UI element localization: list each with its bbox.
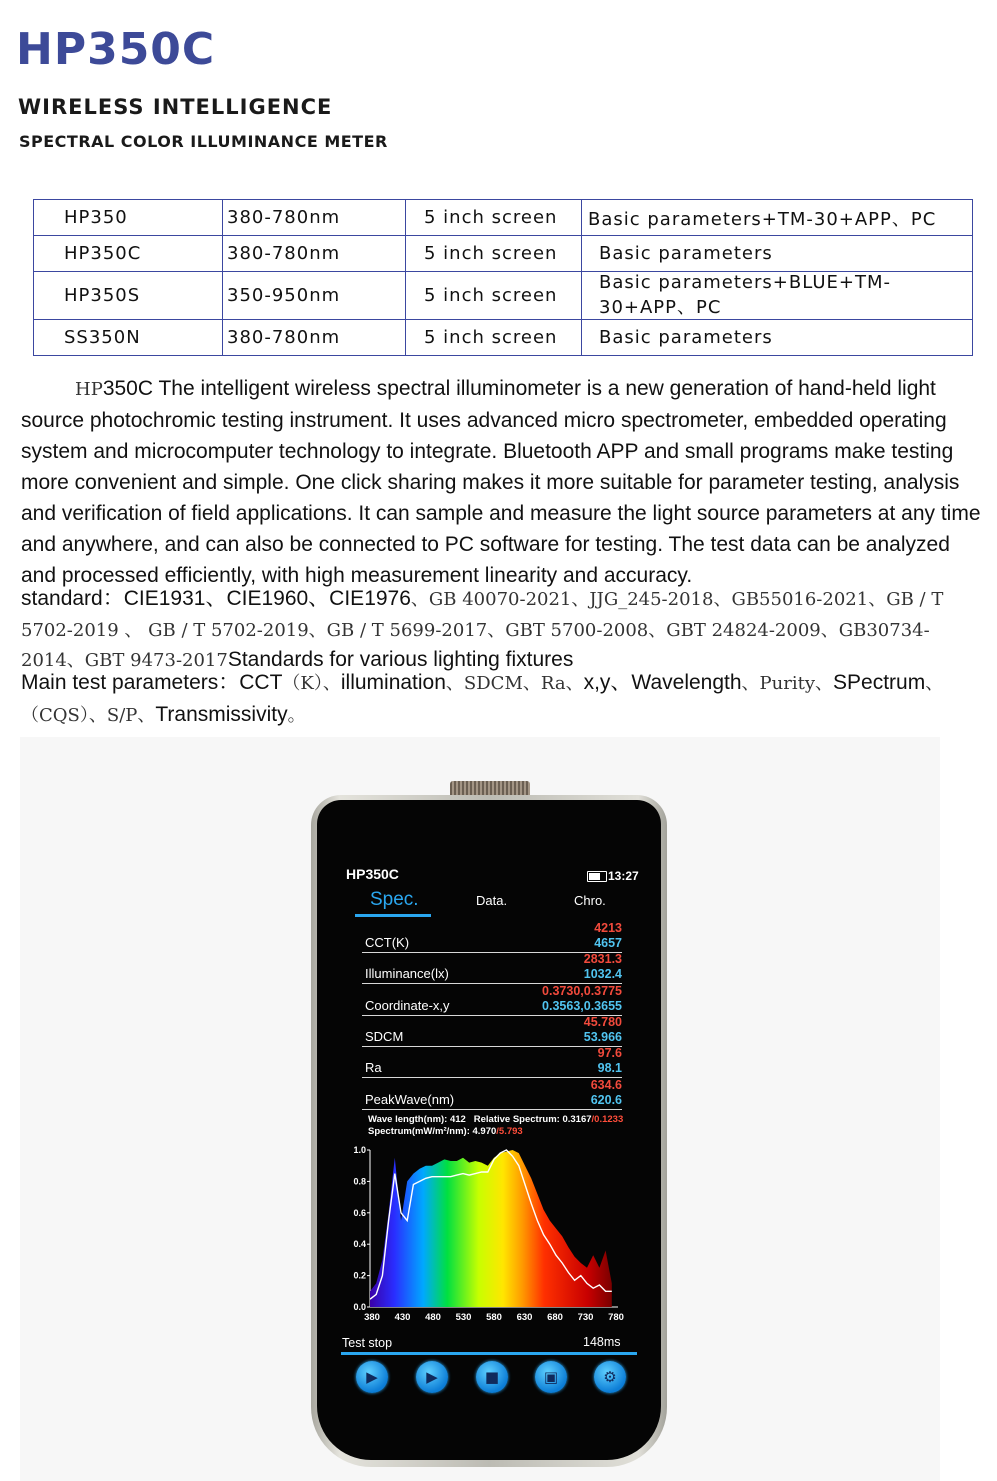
y-tick-label: 0.8 (353, 1176, 366, 1187)
table-cell: HP350 (34, 200, 223, 236)
x-tick-label: 580 (486, 1312, 502, 1323)
param-label: Illuminance(lx) (365, 966, 449, 981)
param-row-illuminance (362, 952, 622, 984)
play-icon[interactable]: ▶ (356, 1361, 388, 1393)
x-tick-label: 430 (394, 1312, 411, 1323)
spectrum-info (368, 1126, 523, 1137)
standard-label: standard： (21, 587, 124, 610)
param-label: SDCM (365, 1029, 404, 1044)
params-end: 。 (287, 705, 306, 726)
param-label: CCT(K) (365, 935, 410, 950)
standards-paragraph (21, 584, 986, 676)
param-value-blue: 98.1 (597, 1061, 622, 1075)
y-tick-label: 0.2 (353, 1270, 366, 1281)
param-value-red: 2831.3 (583, 952, 622, 966)
stop-icon[interactable]: ■ (476, 1361, 508, 1393)
status-bar-line (341, 1352, 637, 1355)
subtitle-meter: SPECTRAL COLOR ILLUMINANCE METER (19, 132, 388, 151)
table-cell: 380-780nm (223, 320, 406, 356)
x-tick-label: 480 (425, 1312, 441, 1323)
spectrum-label: Spectrum(mW/m²/nm): (368, 1126, 473, 1137)
wavelength-info (368, 1114, 623, 1125)
x-tick-label: 630 (516, 1312, 533, 1323)
params-cqs: 、（CQS）、S/P、 (21, 673, 944, 726)
table-row (34, 320, 973, 356)
y-tick-label: 0.6 (353, 1207, 366, 1218)
table-row (34, 200, 973, 236)
params-spectrum: SPectrum (833, 671, 926, 694)
main-parameters-paragraph (21, 667, 986, 731)
param-row-cct (362, 921, 622, 953)
table-cell: Basic parameters (582, 236, 973, 272)
subtitle-wireless: WIRELESS INTELLIGENCE (18, 95, 333, 119)
param-value-blue: 620.6 (590, 1093, 622, 1107)
params-k: （K）、 (282, 673, 341, 694)
param-value-blue: 0.3563,0.3655 (542, 999, 622, 1013)
tab-spec-underline (355, 914, 431, 917)
standard-codes: 、GB 40070-2021、JJG_245-2018、GB55016-2021、GB / T 5702-2019 、 GB / T 5702-2019、GB / T 5699-2017、GBT 5700-2008、GBT 24824-2009、GB30734-2014、GBT 9473-2017 (21, 589, 944, 671)
param-value-red: 45.780 (583, 1015, 622, 1029)
x-tick-label: 730 (577, 1312, 594, 1323)
battery-icon (587, 871, 607, 882)
description-prefix: HP (75, 379, 103, 400)
y-tick-label: 1.0 (353, 1145, 366, 1155)
tab-spec[interactable]: Spec. (370, 889, 419, 910)
tab-data[interactable]: Data. (476, 893, 508, 908)
param-value-red: 4213 (594, 921, 622, 935)
table-cell: Basic parameters (582, 320, 973, 356)
x-tick-label: 680 (547, 1312, 563, 1323)
params-middle: 、SDCM、Ra、 (445, 673, 584, 694)
y-tick-label: 0.4 (353, 1239, 366, 1250)
x-tick-label: 780 (608, 1312, 624, 1323)
param-value-red: 0.3730,0.3775 (542, 984, 622, 998)
device-model-label: HP350C (346, 866, 399, 882)
test-status: Test stop (342, 1336, 393, 1350)
relative-spectrum-value-red: /0.1233 (591, 1114, 624, 1125)
table-cell: SS350N (34, 320, 223, 356)
param-value-red: 97.6 (597, 1046, 622, 1060)
relative-spectrum-label: Relative Spectrum: (473, 1114, 563, 1125)
params-label: Main test parameters：CCT (21, 671, 283, 694)
table-cell: Basic parameters+TM-30+APP、PC (582, 200, 973, 236)
params-xy: x,y、Wavelength (583, 671, 742, 694)
standard-suffix: Standards for various lighting fixtures (227, 648, 574, 671)
params-transmissivity: Transmissivity (155, 703, 288, 726)
spectrum-chart (340, 1140, 640, 1326)
x-tick-label: 380 (364, 1312, 380, 1323)
spectrum-value: 4.970 (472, 1126, 497, 1137)
measure-time: 148ms (583, 1335, 621, 1349)
param-label: Ra (365, 1060, 382, 1075)
param-label: PeakWave(nm) (365, 1092, 455, 1107)
step-icon[interactable]: ▶ (416, 1361, 448, 1393)
x-tick-label: 530 (455, 1312, 472, 1323)
table-cell: HP350S (34, 272, 223, 320)
param-row-sdcm (362, 1015, 622, 1047)
table-row (34, 272, 973, 320)
param-row-coordinate (362, 984, 622, 1016)
param-value-blue: 4657 (594, 936, 622, 950)
description-text: 350C The intelligent wireless spectral illuminometer is a new generation of hand-held light source photochromic testing instrument. It uses advanced micro spectrometer, embedded operating system and microcomputer technology to integrate. Bluetooth APP and small programs make testing more convenient and simple. One click sharing makes it more suitable for parameter testing, analysis and verification of field applications. It can sample and measure the light source parameters at any time and anywhere, and can also be connected to PC software for testing. The test data can be analyzed and processed efficiently, with high measurement linearity and accuracy. (21, 377, 981, 587)
spectrum-area (370, 1150, 612, 1307)
table-cell: Basic parameters+BLUE+TM-30+APP、PC (582, 272, 973, 320)
wavelength-value: 412 (449, 1114, 466, 1125)
params-purity: 、Purity、 (741, 673, 834, 694)
relative-spectrum-value: 0.3167 (562, 1114, 592, 1125)
models-table (33, 199, 973, 356)
table-row (34, 236, 973, 272)
spectrum-value-red: /5.793 (496, 1126, 523, 1137)
page-title: HP350C (16, 24, 216, 75)
param-value-blue: 1032.4 (583, 967, 622, 981)
param-row-peakwave (362, 1078, 622, 1110)
table-cell: 380-780nm (223, 236, 406, 272)
wavelength-label: Wave length(nm): (368, 1114, 450, 1125)
param-label: Coordinate-x,y (365, 998, 450, 1013)
gear-icon[interactable]: ⚙ (594, 1361, 626, 1393)
param-value-red: 634.6 (590, 1078, 622, 1092)
table-cell: 380-780nm (223, 200, 406, 236)
y-tick-label: 0.0 (353, 1302, 366, 1312)
table-cell: 350-950nm (223, 272, 406, 320)
table-cell: HP350C (34, 236, 223, 272)
standard-names: CIE1931、CIE1960、CIE1976 (123, 587, 411, 610)
device-clock: 13:27 (608, 869, 639, 883)
table-cell: 5 inch screen (406, 236, 582, 272)
table-cell: 5 inch screen (406, 272, 582, 320)
save-icon[interactable]: ▣ (535, 1361, 567, 1393)
product-description (21, 373, 986, 591)
params-illumination: illumination (340, 671, 446, 694)
table-cell: 5 inch screen (406, 320, 582, 356)
table-cell: 5 inch screen (406, 200, 582, 236)
param-value-blue: 53.966 (583, 1030, 622, 1044)
tab-chro[interactable]: Chro. (574, 893, 606, 908)
param-row-ra (362, 1046, 622, 1078)
